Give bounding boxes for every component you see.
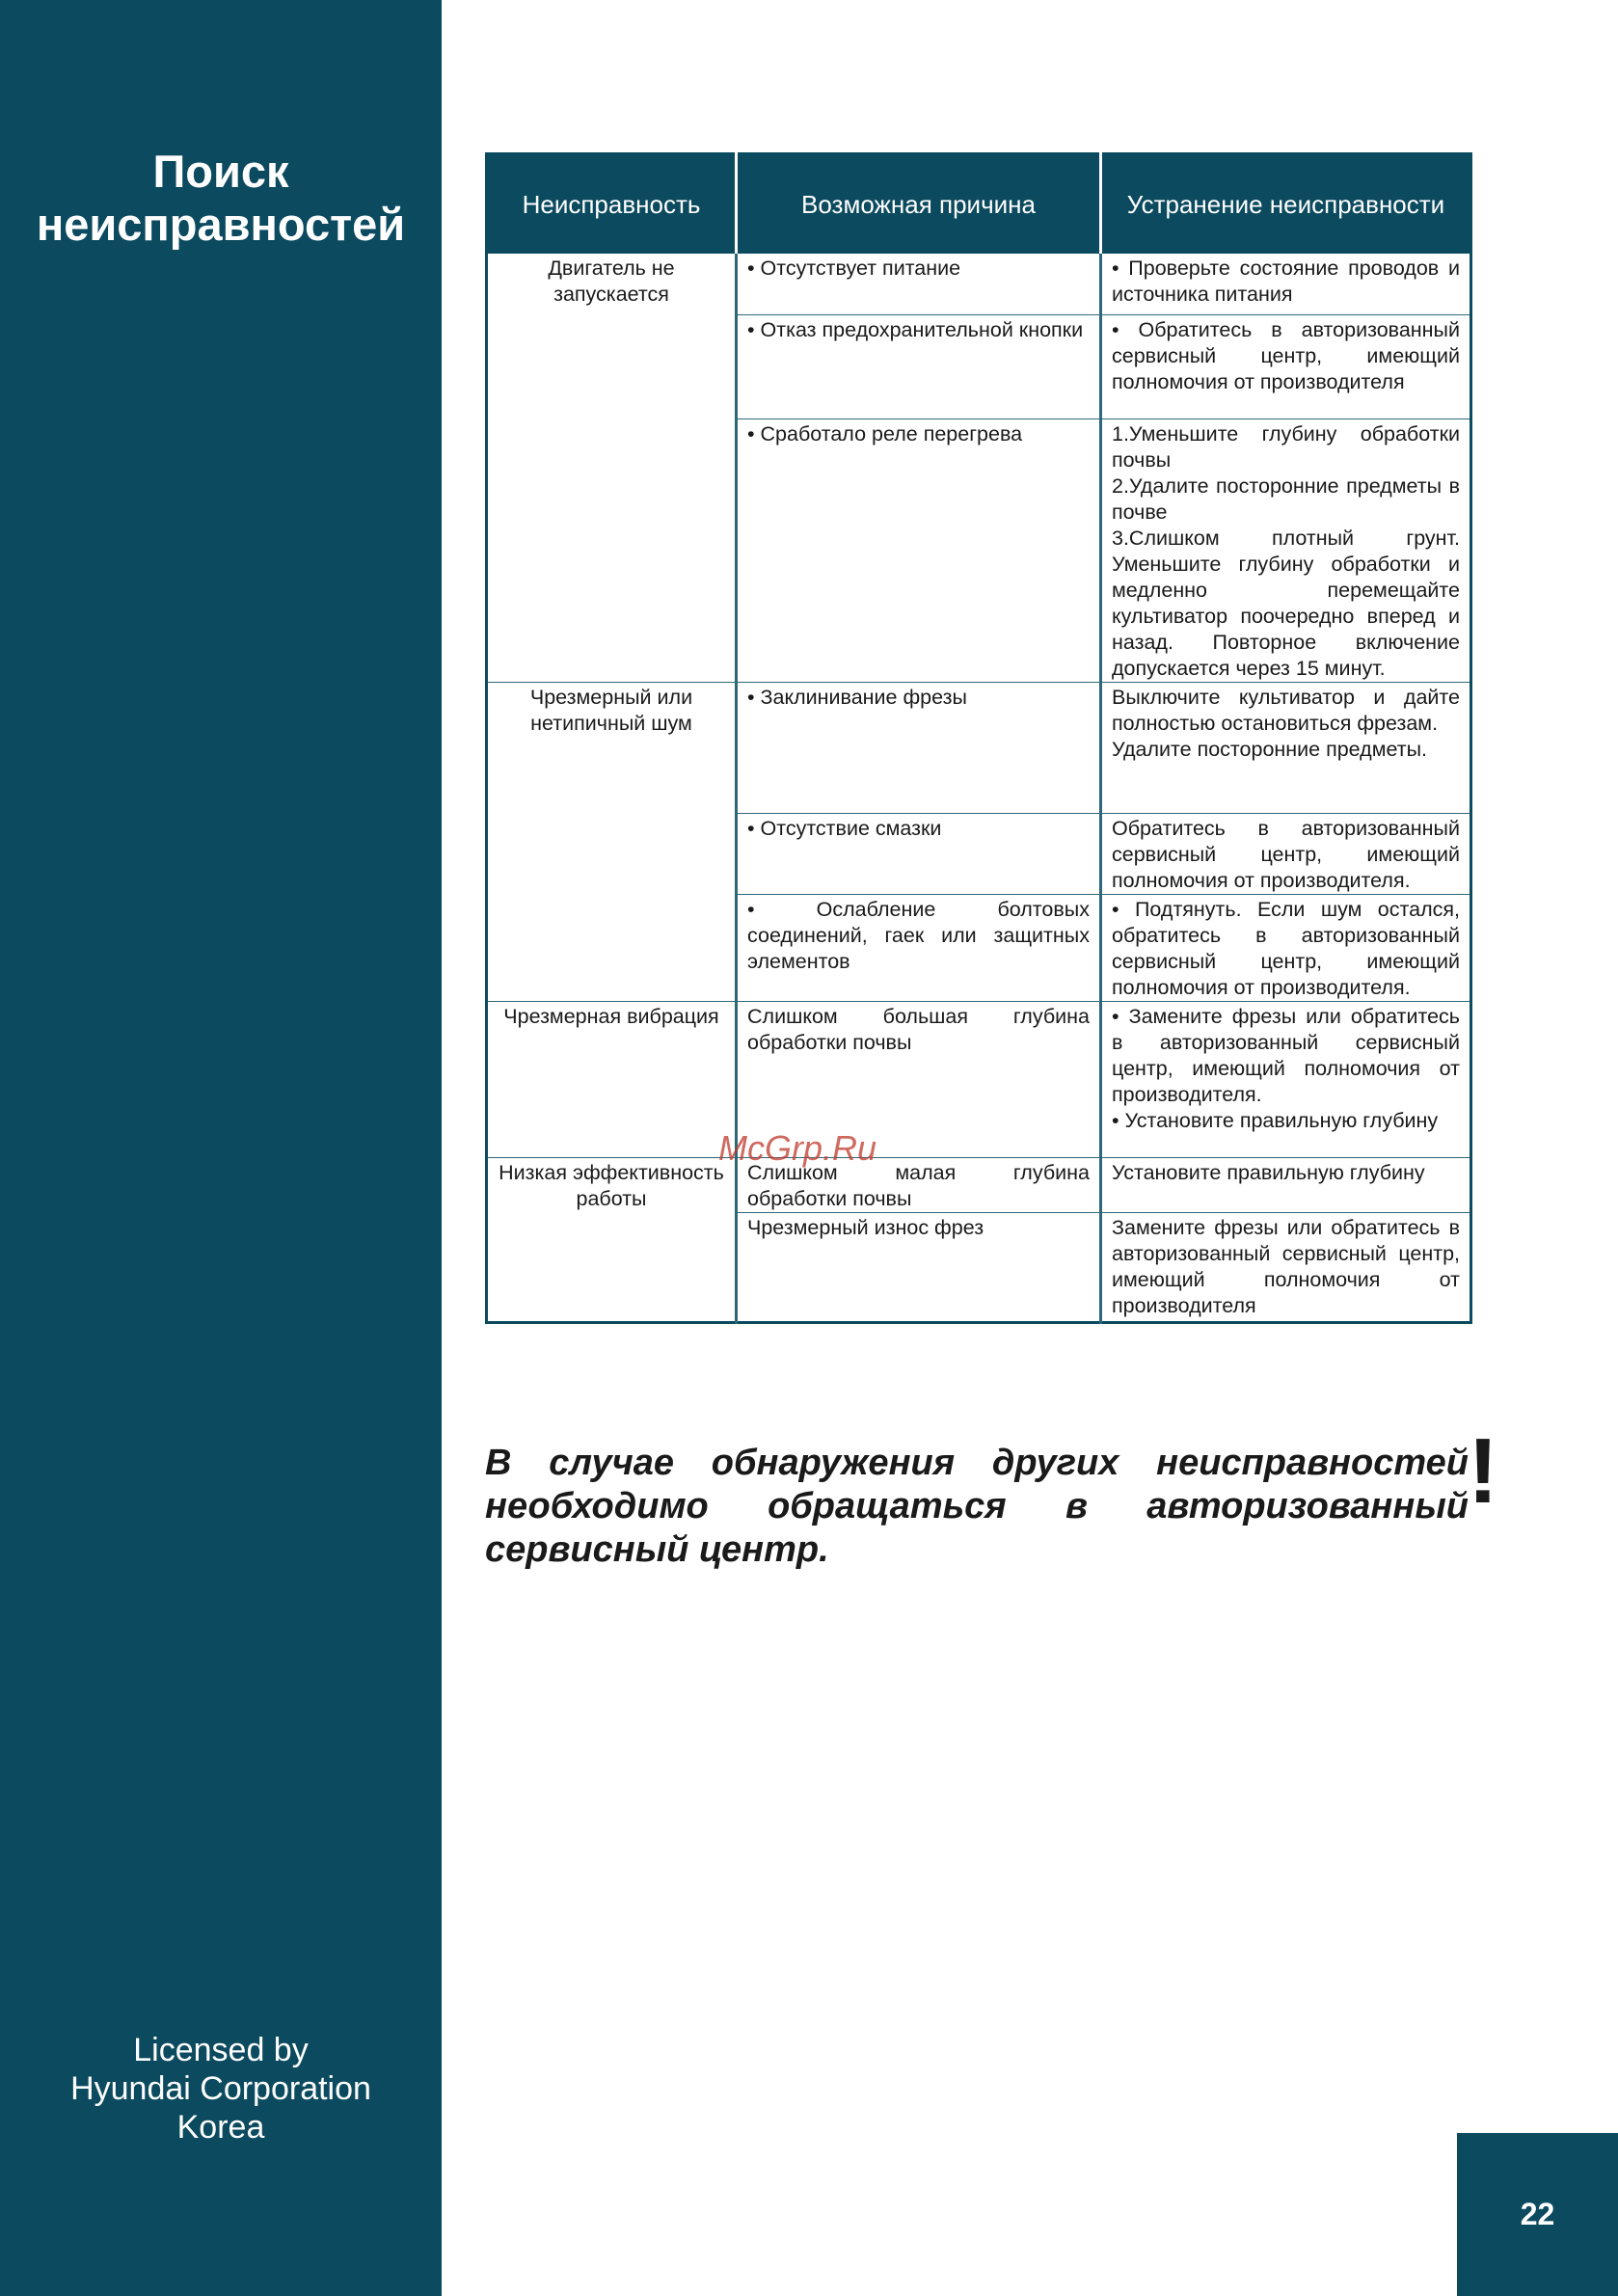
cause-cell: • Заклинивание фрезы bbox=[737, 682, 1101, 813]
fault-cell: Низкая эффективность работы bbox=[487, 1157, 737, 1322]
watermark: McGrp.Ru bbox=[718, 1128, 877, 1168]
troubleshooting-table bbox=[485, 152, 1472, 1324]
page-number: 22 bbox=[1520, 2197, 1555, 2231]
cause-cell: Чрезмерный износ фрез bbox=[737, 1212, 1101, 1322]
remedy-cell: Замените фрезы или обратитесь в авторизованный сервисный центр, имеющий полномочия от производителя bbox=[1101, 1212, 1471, 1322]
sidebar bbox=[0, 0, 442, 2296]
table-row bbox=[487, 1001, 1471, 1157]
fault-cell: Чрезмерная вибрация bbox=[487, 1001, 737, 1157]
header-cause: Возможная причина bbox=[737, 154, 1101, 255]
cause-cell: • Ослабление болтовых соединений, гаек или защитных элементов bbox=[737, 894, 1101, 1001]
cause-cell: Слишком малая глубина обработки почвы bbox=[737, 1157, 1101, 1212]
fault-cell: Чрезмерный или нетипичный шум bbox=[487, 682, 737, 1001]
cause-cell: • Отказ предохранительной кнопки bbox=[737, 314, 1101, 419]
table-row bbox=[487, 254, 1471, 314]
section-title-line2: неисправностей bbox=[36, 199, 406, 250]
table-row bbox=[487, 682, 1471, 813]
remedy-cell: • Подтянуть. Если шум остался, обратитесь в авторизованный сервисный центр, имеющий полномочия от производителя. bbox=[1101, 894, 1471, 1001]
license-line3: Korea bbox=[176, 2109, 265, 2146]
warning-text: В случае обнаружения других неисправностей необходимо обращаться в авторизованный сервисный центр. bbox=[485, 1443, 1469, 1570]
remedy-cell: Установите правильную глубину bbox=[1101, 1157, 1471, 1212]
table-row bbox=[487, 1157, 1471, 1212]
license-note bbox=[0, 2031, 442, 2147]
exclamation-icon: ! bbox=[1468, 1419, 1498, 1523]
remedy-cell: Выключите культиватор и дайте полностью остановиться фрезам. Удалите посторонние предметы. bbox=[1101, 682, 1471, 813]
section-title bbox=[0, 145, 442, 251]
remedy-cell: • Обратитесь в авторизованный сервисный центр, имеющий полномочия от производителя bbox=[1101, 314, 1471, 419]
remedy-cell: Обратитесь в авторизованный сервисный центр, имеющий полномочия от производителя. bbox=[1101, 813, 1471, 894]
cause-cell: • Сработало реле перегрева bbox=[737, 419, 1101, 682]
remedy-cell: 1.Уменьшите глубину обработки почвы 2.Удалите посторонние предметы в почве 3.Слишком плотный грунт. Уменьшите глубину обработки и медленно перемещайте культиватор поочередно вперед и назад. Повторное включение допускается через 15 минут. bbox=[1101, 419, 1471, 682]
page-number-box bbox=[1457, 2133, 1618, 2296]
remedy-cell: • Замените фрезы или обратитесь в авторизованный сервисный центр, имеющий полномочия от производителя. • Установите правильную глубину bbox=[1101, 1001, 1471, 1157]
fault-cell: Двигатель не запускается bbox=[487, 254, 737, 682]
remedy-cell: • Проверьте состояние проводов и источника питания bbox=[1101, 254, 1471, 314]
license-line2: Hyundai Corporation bbox=[70, 2070, 371, 2107]
header-fault: Неисправность bbox=[487, 154, 737, 255]
table-header-row bbox=[487, 154, 1471, 255]
license-line1: Licensed by bbox=[133, 2032, 309, 2068]
header-remedy: Устранение неисправности bbox=[1101, 154, 1471, 255]
cause-cell: • Отсутствует питание bbox=[737, 254, 1101, 314]
section-title-line1: Поиск bbox=[152, 146, 289, 197]
cause-cell: • Отсутствие смазки bbox=[737, 813, 1101, 894]
cause-cell: Слишком большая глубина обработки почвы bbox=[737, 1001, 1101, 1157]
